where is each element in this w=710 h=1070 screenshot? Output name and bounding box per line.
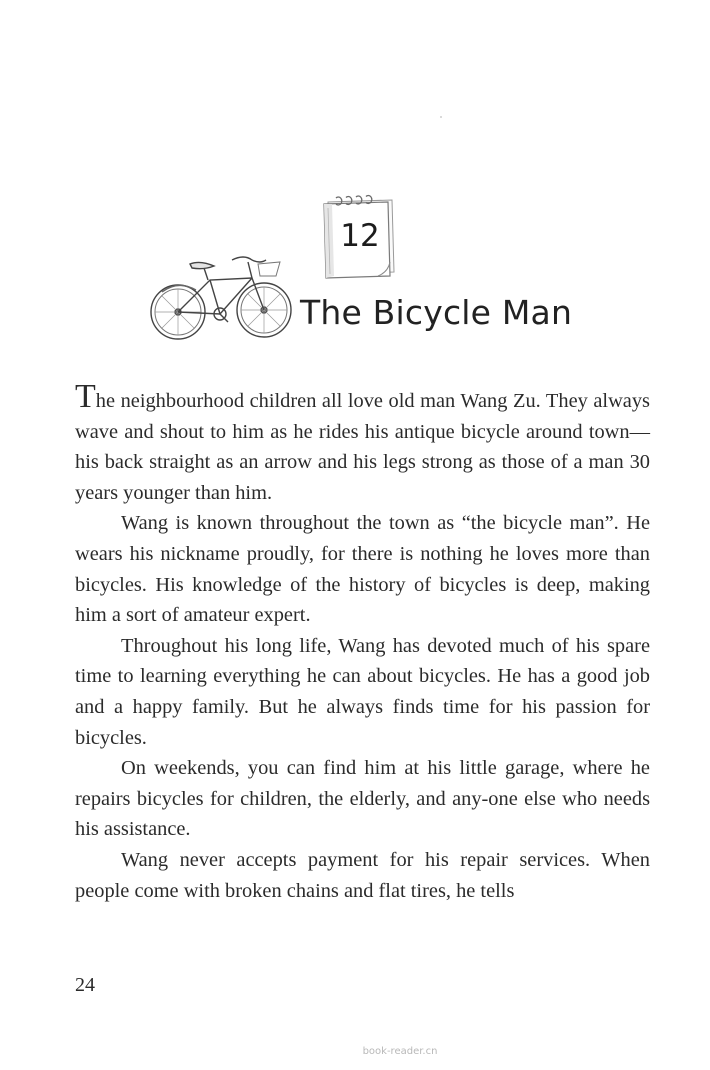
chapter-body [75, 378, 650, 906]
watermark: book-reader.cn [362, 1046, 438, 1057]
bicycle-illustration [148, 250, 298, 345]
paragraph: Throughout his long life, Wang has devoted much of his spare time to learning everything he can about bicycles. He has a good job and a happy family. But he always finds time for his passion for bicycles. [75, 634, 650, 749]
page-number: 24 [75, 974, 95, 996]
paragraph: Wang never accepts payment for his repair services. When people come with broken chains and flat tires, he tells [75, 848, 650, 902]
calendar-icon [318, 188, 402, 280]
paragraph: Wang is known throughout the town as “the bicycle man”. He wears his nickname proudly, for there is nothing he loves more than bicycles. His knowledge of the history of bicycles is deep, making him a sort of amateur expert. [75, 512, 650, 627]
chapter-number: 12 [340, 218, 380, 254]
drop-cap: T [75, 378, 96, 415]
paragraph [75, 378, 650, 508]
paragraph: On weekends, you can find him at his little garage, where he repairs bicycles for children, the elderly, and any-one else who needs his assistance. [75, 757, 650, 841]
chapter-title: The Bicycle Man [300, 293, 573, 332]
paragraph-text: he neighbourhood children all love old man Wang Zu. They always wave and shout to him as he rides his antique bicycle around town—his back straight as an arrow and his legs strong as those of a man 30 years younger than him. [75, 390, 650, 504]
scan-speck [440, 116, 442, 118]
